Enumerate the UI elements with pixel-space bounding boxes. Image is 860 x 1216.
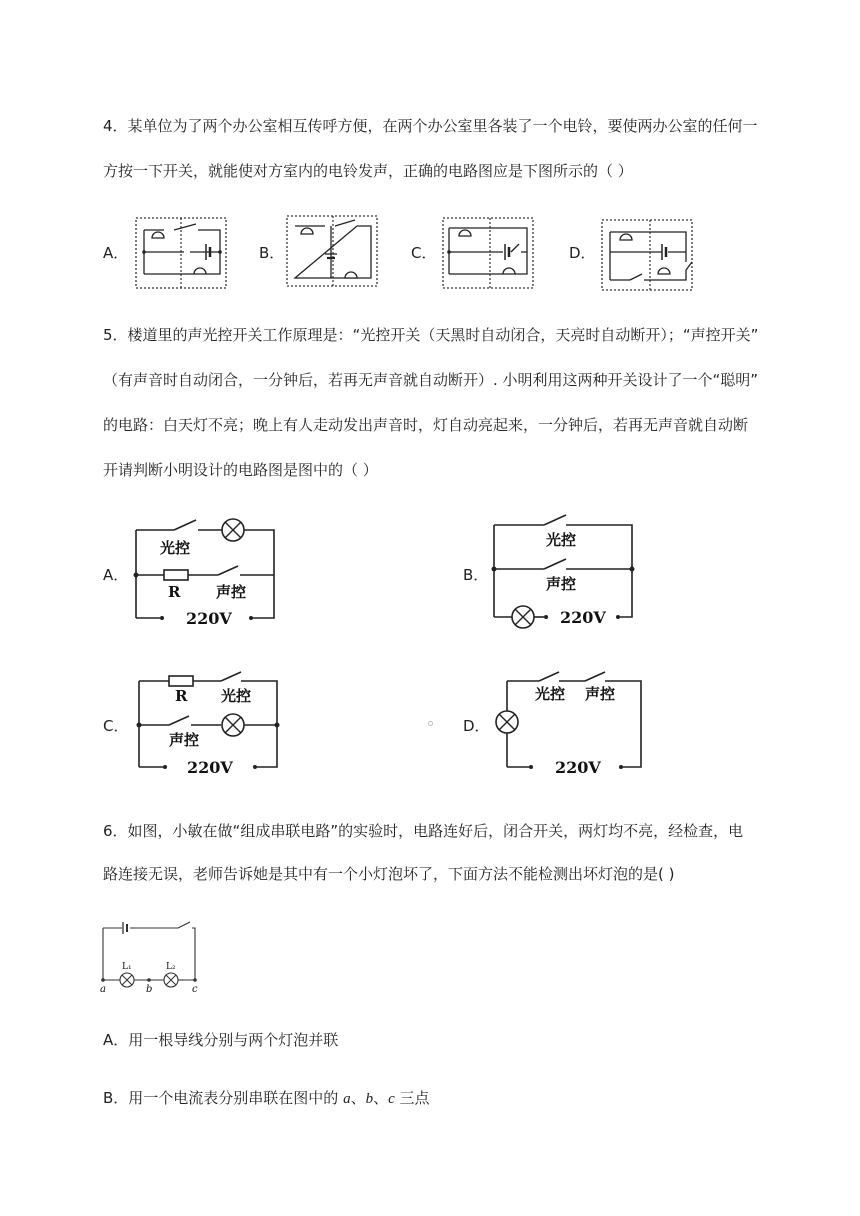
q6-lamp2-label: L₂ <box>166 962 176 972</box>
q5-a-voltage-label: 220V <box>186 609 232 628</box>
q5-a-resistor-label: R <box>168 583 181 601</box>
q4-circuit-c <box>441 216 537 290</box>
stray-dot <box>428 721 433 726</box>
q5-text-line-4: 开请判断小明设计的电路图是图中的（ ） <box>103 461 378 479</box>
q6-option-b-suffix: 三点 <box>394 1089 430 1107</box>
q5-d-light-switch-label: 光控 <box>535 685 566 703</box>
q4-option-c-label[interactable]: C． <box>411 244 437 262</box>
q6-text-line-1: 6．如图，小敏在做“组成串联电路”的实验时，电路连好后，闭合开关，两灯均不亮，经检查，电 <box>103 822 744 840</box>
q5-a-light-switch-label: 光控 <box>160 539 191 557</box>
q6-option-a[interactable]: A．用一根导线分别与两个灯泡并联 <box>103 1031 339 1049</box>
q5-option-d-label[interactable]: D． <box>463 717 490 735</box>
q5-b-voltage-label: 220V <box>560 608 606 627</box>
q4-option-a-label[interactable]: A． <box>103 244 129 262</box>
q5-d-voltage-label: 220V <box>555 758 601 777</box>
q4-circuit-a <box>134 216 230 290</box>
q5-d-sound-switch-label: 声控 <box>585 685 616 703</box>
q6-option-b-prefix: B．用一个电流表分别串联在图中的 <box>103 1089 344 1107</box>
q4-circuit-b <box>285 214 381 288</box>
q5-option-b-label[interactable]: B． <box>463 566 489 584</box>
q6-option-b-sep2: 、 <box>373 1089 389 1107</box>
q5-text-line-1: 5．楼道里的声光控开关工作原理是：“光控开关（天黑时自动闭合，天亮时自动断开）；“声控开关” <box>103 326 759 344</box>
q5-circuit-b <box>492 513 637 633</box>
q6-point-b: b <box>146 984 153 995</box>
q6-option-b[interactable] <box>103 1088 430 1109</box>
q5-c-voltage-label: 220V <box>187 758 233 777</box>
q6-option-b-point-b: b <box>365 1091 374 1107</box>
q4-circuit-d <box>600 218 696 292</box>
q5-c-light-switch-label: 光控 <box>221 687 252 705</box>
q4-text-line-2: 方按一下开关，就能使对方室内的电铃发声，正确的电路图应是下图所示的（ ） <box>103 162 633 180</box>
q4-text-line-1: 4．某单位为了两个办公室相互传呼方便，在两个办公室里各装了一个电铃，要使两办公室的任何一 <box>103 117 758 135</box>
q5-a-sound-switch-label: 声控 <box>216 583 247 601</box>
q5-b-light-switch-label: 光控 <box>546 531 577 549</box>
q5-text-line-3: 的电路：白天灯不亮；晚上有人走动发出声音时，灯自动亮起来，一分钟后，若再无声音就自动断 <box>103 416 749 434</box>
q5-option-a-label[interactable]: A． <box>103 566 129 584</box>
q5-circuit-a <box>134 515 279 630</box>
q6-point-a: a <box>100 984 106 995</box>
q6-series-circuit <box>98 916 203 994</box>
q5-c-resistor-label: R <box>175 687 188 705</box>
q6-point-c: c <box>192 984 198 995</box>
q5-circuit-d <box>497 669 647 779</box>
q5-option-c-label[interactable]: C． <box>103 717 129 735</box>
q5-c-sound-switch-label: 声控 <box>169 731 200 749</box>
q6-text-line-2: 路连接无误，老师告诉她是其中有一个小灯泡坏了，下面方法不能检测出坏灯泡的是( ) <box>103 865 675 883</box>
q6-lamp1-label: L₁ <box>122 962 132 972</box>
q5-b-sound-switch-label: 声控 <box>546 575 577 593</box>
q5-text-line-2: （有声音时自动闭合，一分钟后，若再无声音就自动断开）. 小明利用这两种开关设计了一个“聪明” <box>103 371 759 389</box>
q6-option-b-point-a: a <box>343 1091 351 1107</box>
q5-circuit-c <box>137 669 282 779</box>
q4-option-d-label[interactable]: D． <box>569 244 596 262</box>
q6-option-b-point-c: c <box>388 1091 395 1107</box>
q4-option-b-label[interactable]: B． <box>259 244 285 262</box>
q6-option-b-sep1: 、 <box>350 1089 366 1107</box>
